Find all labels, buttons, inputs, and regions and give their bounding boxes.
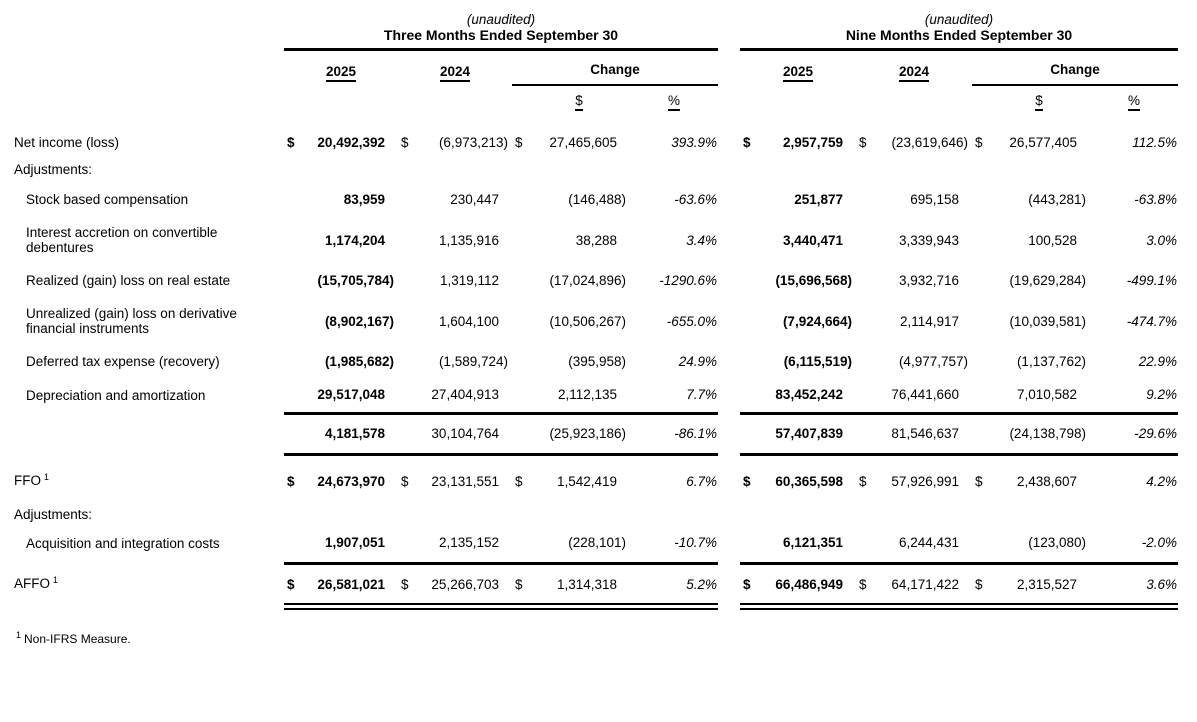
row-realized-gain-loss-real-estate <box>12 267 1178 300</box>
row-acquisition-integration-costs <box>12 530 1178 564</box>
tm-2025-value: 4,181,578 <box>300 414 398 455</box>
nm-change-percent: 112.5% <box>1132 135 1177 150</box>
tm-dollar-sign: $ <box>401 577 409 592</box>
group-gap <box>718 219 740 267</box>
tm-change-percent: -1290.6% <box>659 273 717 288</box>
nm-2024-value: 64,171,422 <box>891 577 959 592</box>
nm-2024-value: 57,926,991 <box>891 474 959 489</box>
nine-months-title: Nine Months Ended September 30 <box>740 27 1178 50</box>
group-gap <box>718 414 740 455</box>
spacer <box>12 27 284 50</box>
section-label: Adjustments: <box>14 507 93 522</box>
nm-dollar-sign <box>972 267 988 300</box>
tm-dollar-sign <box>512 414 528 455</box>
spacer <box>12 4 284 27</box>
tm-change-percent: 393.9% <box>671 135 717 150</box>
row-label: Unrealized (gain) loss on derivative financial instruments <box>26 306 237 336</box>
tm-2024-value: 1,135,916 <box>438 232 499 248</box>
nm-dollar-sign: $ <box>859 135 867 150</box>
group-gap <box>718 505 740 530</box>
ffo-affo-reconciliation-table <box>12 4 1178 610</box>
tm-change-percent: -86.1% <box>630 414 718 455</box>
tm-2024-value: 1,319,112 <box>439 273 499 288</box>
nm-dollar-sign <box>972 186 988 219</box>
tm-change-percent: -10.7% <box>630 530 718 564</box>
nm-dollar-sign: $ <box>743 474 751 489</box>
tm-change-percent: 7.7% <box>630 381 718 414</box>
spacer <box>740 85 856 121</box>
nm-dollar-sign <box>856 300 872 348</box>
spacer <box>512 85 528 121</box>
nm-change-percent: 4.2% <box>1146 474 1177 489</box>
nm-dollar-sign: $ <box>975 474 983 489</box>
nm-2024-header: 2024 <box>856 50 972 86</box>
nm-2024-value: (23,619,646) <box>891 135 968 150</box>
tm-change-value: (10,506,267) <box>549 313 626 329</box>
group-gap <box>718 4 740 27</box>
footnote-reference: 1 <box>44 471 50 482</box>
tm-change-value: 2,112,135 <box>528 381 630 414</box>
nm-dollar-sign <box>856 381 872 414</box>
nm-change-value: 26,577,405 <box>1009 135 1077 150</box>
nm-change-percent: -63.8% <box>1134 192 1177 207</box>
nm-dollar-sign: $ <box>975 135 983 150</box>
nm-change-value: 7,010,582 <box>988 381 1090 414</box>
tm-2024-value: 230,447 <box>450 192 499 207</box>
nm-change-value: (10,039,581) <box>1009 313 1086 329</box>
group-gap <box>718 603 740 610</box>
nm-2024-value: 2,114,917 <box>899 313 959 329</box>
nm-dollar-sign <box>856 267 872 300</box>
nm-change-value: (123,080) <box>988 530 1090 564</box>
nine-months-unaudited-label: (unaudited) <box>924 12 994 27</box>
three-months-unaudited-label: (unaudited) <box>466 12 536 27</box>
nm-dollar-sign: $ <box>975 577 983 592</box>
tm-2024-value: 23,131,551 <box>431 474 499 489</box>
nm-dollar-sign <box>740 348 756 381</box>
tm-dollar-sign <box>398 186 414 219</box>
tm-dollar-sign <box>398 414 414 455</box>
row-label: Net income (loss) <box>14 135 120 150</box>
nm-change-percent: 3.0% <box>1146 232 1177 248</box>
tm-change-percent: -63.6% <box>674 192 717 207</box>
nm-dollar-sign: $ <box>859 474 867 489</box>
tm-change-value: (146,488) <box>568 192 626 207</box>
nm-dollar-sign <box>740 219 756 267</box>
tm-dollar-sign <box>398 348 414 381</box>
row-label: FFO $^1$ <box>14 471 50 489</box>
spacer <box>284 505 718 530</box>
nm-2025-value: (15,696,568) <box>775 273 852 288</box>
nm-2025-value: 83,452,242 <box>756 381 856 414</box>
row-deferred-tax <box>12 348 1178 381</box>
tm-dollar-sign: $ <box>401 474 409 489</box>
tm-dollar-sign <box>512 267 528 300</box>
group-gap <box>718 50 740 86</box>
row-label: Stock based compensation <box>26 192 189 207</box>
nm-2024-value: 6,244,431 <box>872 530 972 564</box>
tm-dollar-sign <box>284 219 300 267</box>
nm-change-percent: 22.9% <box>1138 354 1177 369</box>
tm-2024-value: 30,104,764 <box>414 414 512 455</box>
nm-2024-value: 76,441,660 <box>872 381 972 414</box>
tm-2025-value: (1,985,682) <box>324 354 394 369</box>
nm-dollar-sign <box>740 300 756 348</box>
tm-dollar-sign <box>512 348 528 381</box>
tm-change-value: (17,024,896) <box>549 273 626 288</box>
group-gap <box>718 186 740 219</box>
tm-dollar-sign <box>512 186 528 219</box>
nm-dollar-sign <box>856 186 872 219</box>
spacer <box>740 505 1178 530</box>
group-gap <box>718 267 740 300</box>
tm-dollar-sign <box>284 530 300 564</box>
tm-change-percent: 5.2% <box>686 577 717 592</box>
tm-2025-value: 1,174,204 <box>324 232 385 248</box>
nm-2025-value: 2,957,759 <box>782 135 843 150</box>
group-gap <box>718 159 740 186</box>
tm-change-dollar-header: $ <box>528 85 630 121</box>
row-adjustments-section <box>12 159 1178 186</box>
row-label: Realized (gain) loss on real estate <box>26 273 231 288</box>
tm-dollar-sign <box>512 530 528 564</box>
nm-2025-value: (7,924,664) <box>782 313 852 329</box>
nm-2025-value: 60,365,598 <box>775 474 843 489</box>
nm-dollar-sign <box>972 530 988 564</box>
group-gap <box>718 530 740 564</box>
double-rule-row <box>12 603 1178 610</box>
row-stock-based-compensation <box>12 186 1178 219</box>
nm-2024-value: 3,339,943 <box>898 232 959 248</box>
tm-change-header: Change <box>512 50 718 86</box>
tm-change-value: (228,101) <box>528 530 630 564</box>
group-gap <box>718 381 740 414</box>
tm-change-percent-header: % <box>630 85 718 121</box>
tm-change-percent: -655.0% <box>666 313 717 329</box>
tm-change-value: (395,958) <box>568 354 626 369</box>
nm-dollar-sign <box>740 381 756 414</box>
nm-change-value: (24,138,798) <box>988 414 1090 455</box>
tm-dollar-sign <box>512 219 528 267</box>
section-label: Adjustments: <box>14 162 93 177</box>
nm-2025-value: 251,877 <box>794 192 843 207</box>
tm-dollar-sign: $ <box>287 135 295 150</box>
tm-dollar-sign <box>284 348 300 381</box>
nm-dollar-sign <box>972 381 988 414</box>
spacer <box>12 85 284 121</box>
nm-change-percent: 9.2% <box>1090 381 1178 414</box>
nm-2025-value: 3,440,471 <box>782 232 843 248</box>
tm-dollar-sign <box>284 186 300 219</box>
tm-2024-value: (1,589,724) <box>438 354 508 369</box>
footnote-number: 1 <box>16 630 22 640</box>
nm-change-percent: -499.1% <box>1126 273 1177 288</box>
tm-2025-value: 83,959 <box>343 192 385 207</box>
row-depreciation-amortization <box>12 381 1178 414</box>
nm-change-value: 2,315,527 <box>1016 577 1077 592</box>
tm-dollar-sign <box>398 300 414 348</box>
nm-change-dollar-header: $ <box>988 85 1090 121</box>
nm-2025-value: 57,407,839 <box>756 414 856 455</box>
tm-dollar-sign: $ <box>515 135 523 150</box>
row-label: Interest accretion on convertible debentures <box>26 225 218 255</box>
nm-change-value: (19,629,284) <box>1009 273 1086 288</box>
nm-dollar-sign <box>740 186 756 219</box>
row-label: Depreciation and amortization <box>26 387 206 403</box>
tm-dollar-sign <box>284 267 300 300</box>
nm-change-percent: -474.7% <box>1126 313 1177 329</box>
footnote-reference: 1 <box>53 574 59 585</box>
row-adjustments-section-2 <box>12 505 1178 530</box>
tm-2025-value: (15,705,784) <box>317 273 394 288</box>
tm-change-percent: 24.9% <box>678 354 717 369</box>
tm-dollar-sign <box>512 300 528 348</box>
tm-change-value: 27,465,605 <box>549 135 617 150</box>
nm-2025-header: 2025 <box>740 50 856 86</box>
row-net-income <box>12 121 1178 159</box>
nm-dollar-sign <box>972 414 988 455</box>
nm-change-percent: 3.6% <box>1146 577 1177 592</box>
spacer <box>398 85 512 121</box>
tm-change-percent: 6.7% <box>686 474 717 489</box>
group-gap <box>718 300 740 348</box>
group-gap <box>718 348 740 381</box>
nm-dollar-sign <box>972 348 988 381</box>
nm-change-value: 2,438,607 <box>1016 474 1077 489</box>
footnote-text: Non-IFRS Measure. <box>24 632 131 646</box>
unaudited-row <box>12 4 1178 27</box>
nm-2025-value: 66,486,949 <box>775 577 843 592</box>
spacer <box>972 85 988 121</box>
tm-dollar-sign: $ <box>515 474 523 489</box>
row-affo <box>12 564 1178 604</box>
spacer <box>12 603 284 610</box>
nm-dollar-sign: $ <box>859 577 867 592</box>
tm-change-value: 1,314,318 <box>556 577 617 592</box>
row-label: AFFO $^1$ <box>14 574 59 592</box>
group-gap <box>718 27 740 50</box>
column-header-row <box>12 50 1178 86</box>
nm-2024-value: 3,932,716 <box>898 273 959 288</box>
tm-change-percent: 3.4% <box>686 232 717 248</box>
nm-dollar-sign <box>856 219 872 267</box>
nm-change-percent: -29.6% <box>1090 414 1178 455</box>
tm-dollar-sign <box>398 267 414 300</box>
double-rule <box>284 603 718 610</box>
tm-dollar-sign <box>398 530 414 564</box>
row-ffo <box>12 455 1178 506</box>
double-rule <box>740 603 1178 610</box>
spacer <box>856 85 972 121</box>
tm-2025-header: 2025 <box>284 50 398 86</box>
tm-2025-value: 20,492,392 <box>317 135 385 150</box>
nm-change-percent: -2.0% <box>1090 530 1178 564</box>
row-label <box>12 414 284 455</box>
group-gap <box>718 455 740 506</box>
tm-dollar-sign <box>512 381 528 414</box>
tm-2024-value: 25,266,703 <box>431 577 499 592</box>
nm-change-value: 100,528 <box>1028 232 1077 248</box>
group-gap <box>718 564 740 604</box>
nm-dollar-sign: $ <box>743 577 751 592</box>
tm-change-value: 1,542,419 <box>556 474 617 489</box>
nm-dollar-sign: $ <box>743 135 751 150</box>
nm-2024-value: 81,546,637 <box>872 414 972 455</box>
nm-dollar-sign <box>856 414 872 455</box>
spacer <box>740 159 1178 186</box>
nm-dollar-sign <box>972 219 988 267</box>
nm-2025-value: (6,115,519) <box>783 354 852 369</box>
nm-change-percent-header: % <box>1090 85 1178 121</box>
group-gap <box>718 121 740 159</box>
nm-change-value: (443,281) <box>1028 192 1086 207</box>
footnote <box>16 630 1197 646</box>
tm-dollar-sign <box>284 300 300 348</box>
nm-dollar-sign <box>740 267 756 300</box>
nm-2024-value: (4,977,757) <box>898 354 968 369</box>
tm-2024-header: 2024 <box>398 50 512 86</box>
group-gap <box>718 85 740 121</box>
spacer <box>284 159 718 186</box>
tm-dollar-sign <box>284 381 300 414</box>
tm-change-value: 38,288 <box>575 232 617 248</box>
tm-2024-value: 27,404,913 <box>414 381 512 414</box>
spacer <box>12 50 284 86</box>
nm-2024-value: 695,158 <box>910 192 959 207</box>
tm-2025-value: 29,517,048 <box>300 381 398 414</box>
change-subheader-row <box>12 85 1178 121</box>
nm-2025-value: 6,121,351 <box>756 530 856 564</box>
nm-dollar-sign <box>856 530 872 564</box>
nm-dollar-sign <box>740 530 756 564</box>
row-total-adjustments <box>12 414 1178 455</box>
nm-dollar-sign <box>856 348 872 381</box>
tm-dollar-sign <box>284 414 300 455</box>
row-interest-accretion <box>12 219 1178 267</box>
nm-dollar-sign <box>972 300 988 348</box>
tm-dollar-sign: $ <box>401 135 409 150</box>
row-label: Deferred tax expense (recovery) <box>26 354 220 369</box>
tm-dollar-sign <box>398 381 414 414</box>
tm-dollar-sign <box>398 219 414 267</box>
tm-2024-value: 2,135,152 <box>414 530 512 564</box>
spacer <box>284 85 398 121</box>
nm-change-header: Change <box>972 50 1178 86</box>
tm-dollar-sign: $ <box>515 577 523 592</box>
row-label: Acquisition and integration costs <box>26 535 220 551</box>
tm-2025-value: 26,581,021 <box>317 577 385 592</box>
three-months-title: Three Months Ended September 30 <box>284 27 718 50</box>
period-title-row <box>12 27 1178 50</box>
tm-dollar-sign: $ <box>287 577 295 592</box>
tm-2025-value: 1,907,051 <box>300 530 398 564</box>
tm-2024-value: 1,604,100 <box>438 313 499 329</box>
row-unrealized-gain-loss-derivative <box>12 300 1178 348</box>
nm-dollar-sign <box>740 414 756 455</box>
tm-dollar-sign: $ <box>287 474 295 489</box>
tm-2025-value: 24,673,970 <box>317 474 385 489</box>
tm-2025-value: (8,902,167) <box>324 313 394 329</box>
tm-change-value: (25,923,186) <box>528 414 630 455</box>
nm-change-value: (1,137,762) <box>1016 354 1086 369</box>
tm-2024-value: (6,973,213) <box>438 135 508 150</box>
